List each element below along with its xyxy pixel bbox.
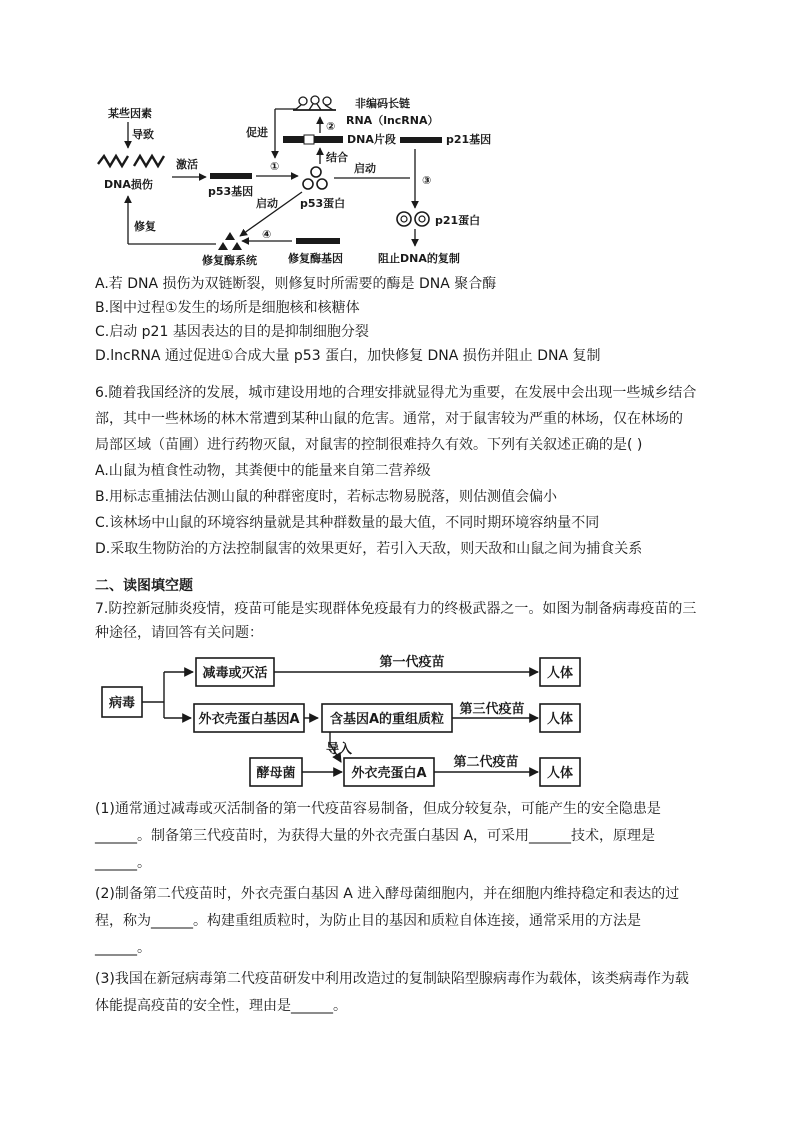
label-p21-protein: p21蛋白	[435, 214, 481, 227]
label-lncrna-1: 非编码长链	[355, 97, 410, 110]
label-step3: ③	[422, 174, 432, 187]
q7-part2-line-1: (2)制备第二代疫苗时，外衣壳蛋白基因 A 进入酵母菌细胞内，并在细胞内维持稳定和表达的过	[95, 886, 680, 902]
box-human-3-label: 人体	[546, 766, 574, 781]
q7-intro-line-1: 7.防控新冠肺炎疫情，疫苗可能是实现群体免疫最有力的终极武器之一。如图为制备病毒疫苗的三	[95, 601, 697, 617]
label-activate: 激活	[176, 158, 198, 171]
box-attenuated-label: 减毒或灭活	[202, 666, 268, 681]
p53-pathway-diagram	[90, 92, 510, 270]
label-p21-gene: p21基因	[446, 133, 492, 146]
box-plasmid-label: 含基因A的重组质粒	[329, 712, 445, 727]
label-cause: 导致	[132, 128, 154, 141]
label-promote: 促进	[246, 126, 268, 139]
p21-protein-icon	[397, 212, 429, 226]
q6-stem-line-3: 局部区域（苗圃）进行药物灭鼠，对鼠害的控制很难持久有效。下列有关叙述正确的是( )	[95, 437, 643, 453]
label-block: 阻止DNA的复制	[378, 252, 460, 265]
label-lncrna-2: RNA（lncRNA）	[346, 114, 439, 127]
label-gen1: 第一代疫苗	[379, 655, 445, 670]
q5-option-c: C.启动 p21 基因表达的目的是抑制细胞分裂	[95, 324, 369, 340]
label-bind: 结合	[326, 151, 348, 164]
q6-option-d: D.采取生物防治的方法控制鼠害的效果更好，若引入天敌，则天敌和山鼠之间为捕食关系	[95, 541, 643, 557]
label-repair-system: 修复酶系统	[202, 254, 257, 267]
question-6	[95, 380, 705, 562]
label-p53-protein: p53蛋白	[300, 197, 346, 210]
box-gene-a-label: 外衣壳蛋白基因A	[198, 712, 300, 727]
q7-part3-line-2: 体能提高疫苗的安全性，理由是______。	[95, 998, 347, 1014]
box-virus-label: 病毒	[108, 696, 136, 711]
question-7-intro	[95, 597, 705, 645]
section-heading: 二、读图填空题	[95, 578, 193, 594]
box-human-1-label: 人体	[546, 666, 574, 681]
q7-part1-line-2: ______。制备第三代疫苗时，为获得大量的外衣壳蛋白基因 A，可采用______技术，原理是	[95, 828, 656, 844]
repair-enzyme-icon	[218, 232, 242, 250]
label-p53-gene: p53基因	[208, 185, 254, 198]
repair-gene-bar	[296, 238, 340, 244]
q7-part2-line-3: ______。	[95, 940, 151, 956]
box-human-2-label: 人体	[546, 712, 574, 727]
label-gen2: 第二代疫苗	[453, 755, 519, 770]
q5-option-d: D.lncRNA 通过促进①合成大量 p53 蛋白，加快修复 DNA 损伤并阻止 DNA 复制	[95, 348, 601, 364]
damaged-dna-icon	[98, 156, 164, 166]
label-step1: ①	[270, 160, 280, 173]
label-start-2: 启动	[256, 197, 278, 210]
label-step4: ④	[262, 228, 272, 241]
label-dna-damage: DNA损伤	[104, 178, 153, 191]
q7-part1-line-3: ______。	[95, 855, 151, 871]
q7-part1-line-1: (1)通常通过减毒或灭活制备的第一代疫苗容易制备，但成分较复杂，可能产生的安全隐患是	[95, 801, 661, 817]
label-start-1: 启动	[354, 162, 376, 175]
label-import: 导入	[326, 742, 353, 757]
label-gen3: 第三代疫苗	[459, 702, 525, 717]
q6-stem-line-2: 部，其中一些林场的林木常遭到某种山鼠的危害。通常，对于鼠害较为严重的林场，仅在林场的	[95, 411, 683, 427]
lncrna-icon	[293, 96, 336, 110]
p53-protein-icon	[303, 167, 327, 189]
label-factors: 某些因素	[108, 107, 152, 120]
q7-intro-line-2: 种途径，请回答有关问题：	[95, 625, 263, 641]
box-protein-a-label: 外衣壳蛋白A	[351, 766, 427, 781]
q5-option-a: A.若 DNA 损伤为双链断裂，则修复时所需要的酶是 DNA 聚合酶	[95, 276, 497, 292]
q6-option-c: C.该林场中山鼠的环境容纳量就是其种群数量的最大值，不同时期环境容纳量不同	[95, 515, 600, 531]
box-yeast-label: 酵母菌	[256, 766, 296, 781]
p21-gene-bar	[400, 137, 442, 143]
question-7-parts	[95, 796, 705, 1020]
q6-option-a: A.山鼠为植食性动物，其粪便中的能量来自第二营养级	[95, 463, 431, 479]
label-repair-gene: 修复酶基因	[288, 252, 343, 265]
p53-gene-bar	[210, 173, 252, 179]
q6-stem-line-1: 6.随着我国经济的发展，城市建设用地的合理安排就显得尤为重要，在发展中会出现一些城乡结合	[95, 385, 697, 401]
q6-option-b: B.用标志重捕法估测山鼠的种群密度时，若标志物易脱落，则估测值会偏小	[95, 489, 558, 505]
label-dna-fragment: DNA片段	[347, 133, 396, 146]
q5-option-b: B.图中过程①发生的场所是细胞核和核糖体	[95, 300, 360, 316]
label-repair: 修复	[134, 220, 156, 233]
label-step2: ②	[326, 120, 336, 133]
q7-part2-line-2: 程，称为______。构建重组质粒时，为防止目的基因和质粒自体连接，通常采用的方法是	[95, 913, 641, 929]
q7-part3-line-1: (3)我国在新冠病毒第二代疫苗研发中利用改造过的复制缺陷型腺病毒作为载体，该类病毒作为载	[95, 971, 689, 987]
vaccine-flowchart	[100, 652, 620, 790]
question-5-options	[95, 272, 705, 368]
